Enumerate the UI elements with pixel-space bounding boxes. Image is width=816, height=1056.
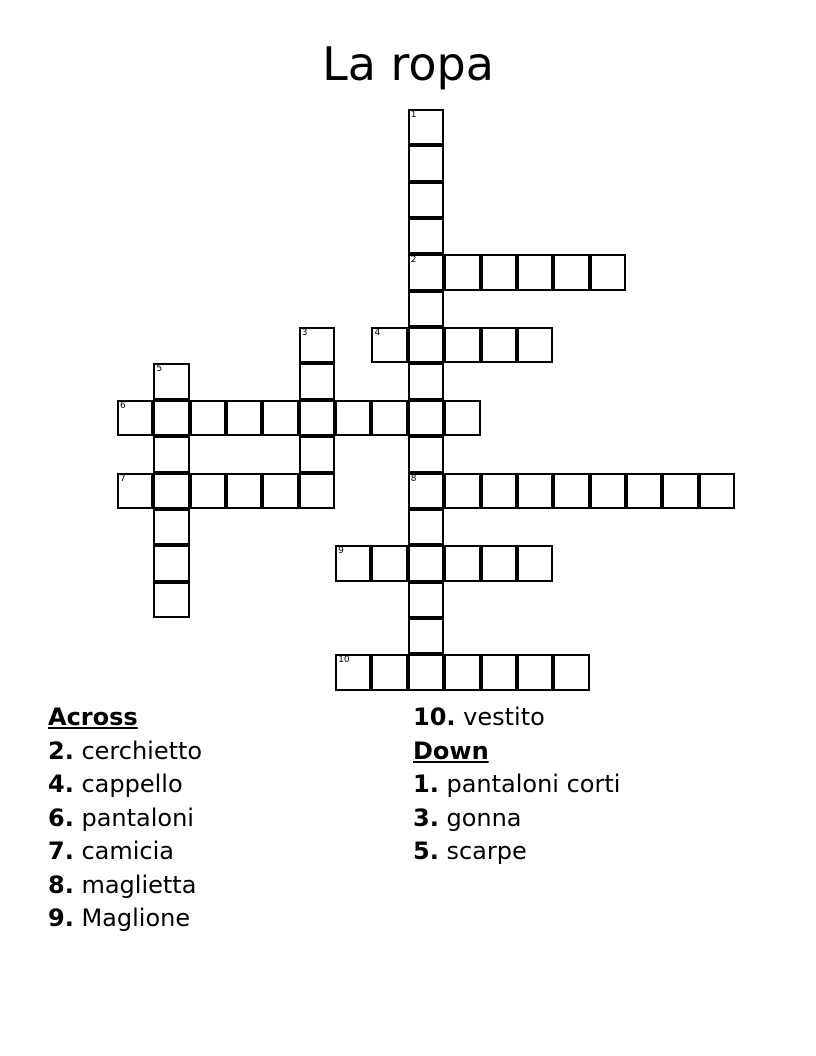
grid-cell[interactable] <box>408 654 444 690</box>
clue-across-6: 6. pantaloni <box>48 803 194 832</box>
grid-cell[interactable] <box>590 473 626 509</box>
cell-number: 5 <box>156 364 163 375</box>
grid-cell[interactable] <box>408 218 444 254</box>
grid-cell[interactable] <box>262 400 298 436</box>
grid-cell[interactable] <box>153 509 189 545</box>
grid-cell[interactable] <box>408 145 444 181</box>
grid-cell[interactable] <box>553 473 589 509</box>
page-title: La ropa <box>322 37 494 91</box>
grid-cell[interactable] <box>408 291 444 327</box>
grid-cell[interactable] <box>262 473 298 509</box>
clue-down-5: 5. scarpe <box>413 837 527 865</box>
grid-cell[interactable] <box>153 363 189 399</box>
grid-cell[interactable] <box>299 436 335 472</box>
clue-across-8: 8. maglietta <box>48 870 197 899</box>
grid-cell[interactable] <box>408 582 444 618</box>
cell-number: 2 <box>410 255 417 266</box>
grid-cell[interactable] <box>517 654 553 690</box>
grid-cell[interactable] <box>444 654 480 690</box>
grid-cell[interactable] <box>553 654 589 690</box>
down-heading: Down <box>413 736 489 765</box>
grid-cell[interactable] <box>517 473 553 509</box>
grid-cell[interactable] <box>299 473 335 509</box>
grid-cell[interactable] <box>335 545 371 581</box>
grid-cell[interactable] <box>153 473 189 509</box>
grid-cell[interactable] <box>371 400 407 436</box>
grid-cell[interactable] <box>153 400 189 436</box>
clue-down-3: 3. gonna <box>413 803 522 832</box>
grid-cell[interactable] <box>481 545 517 581</box>
clue-across-10: 10. vestito <box>413 703 545 731</box>
clue-across-4: 4. cappello <box>48 770 183 798</box>
cell-number: 3 <box>301 328 308 339</box>
grid-cell[interactable] <box>553 254 589 290</box>
grid-cell[interactable] <box>190 400 226 436</box>
grid-cell[interactable] <box>626 473 662 509</box>
grid-cell[interactable] <box>408 473 444 509</box>
grid-cell[interactable] <box>481 327 517 363</box>
grid-cell[interactable] <box>444 400 480 436</box>
clue-across-9: 9. Maglione <box>48 904 191 932</box>
grid-cell[interactable] <box>335 654 371 690</box>
clue-across-2: 2. cerchietto <box>48 736 203 765</box>
grid-cell[interactable] <box>662 473 698 509</box>
grid-cell[interactable] <box>408 327 444 363</box>
grid-cell[interactable] <box>481 254 517 290</box>
grid-cell[interactable] <box>299 327 335 363</box>
grid-cell[interactable] <box>226 473 262 509</box>
cell-number: 4 <box>374 328 381 339</box>
grid-cell[interactable] <box>299 400 335 436</box>
grid-cell[interactable] <box>444 327 480 363</box>
grid-cell[interactable] <box>481 473 517 509</box>
clue-across-7: 7. camicia <box>48 837 174 865</box>
grid-cell[interactable] <box>408 400 444 436</box>
grid-cell[interactable] <box>444 545 480 581</box>
grid-cell[interactable] <box>408 109 444 145</box>
grid-cell[interactable] <box>226 400 262 436</box>
grid-cell[interactable] <box>699 473 735 509</box>
grid-cell[interactable] <box>371 654 407 690</box>
cell-number: 1 <box>410 110 417 120</box>
grid-cell[interactable] <box>408 363 444 399</box>
grid-cell[interactable] <box>335 400 371 436</box>
grid-cell[interactable] <box>408 182 444 218</box>
grid-cell[interactable] <box>117 400 153 436</box>
grid-cell[interactable] <box>153 436 189 472</box>
cell-number: 8 <box>410 473 417 484</box>
grid-cell[interactable] <box>408 509 444 545</box>
cell-number: 9 <box>338 546 344 557</box>
cell-number: 10 <box>338 655 350 666</box>
grid-cell[interactable] <box>517 254 553 290</box>
grid-cell[interactable] <box>371 327 407 363</box>
grid-cell[interactable] <box>517 545 553 581</box>
grid-cell[interactable] <box>590 254 626 290</box>
grid-cell[interactable] <box>408 254 444 290</box>
cell-number: 7 <box>120 473 126 484</box>
clues-right-column <box>413 701 620 869</box>
grid-cell[interactable] <box>371 545 407 581</box>
grid-cell[interactable] <box>408 618 444 654</box>
grid-cell[interactable] <box>517 327 553 363</box>
grid-cell[interactable] <box>153 545 189 581</box>
grid-cell[interactable] <box>117 473 153 509</box>
grid-cell[interactable] <box>190 473 226 509</box>
grid-cell[interactable] <box>408 545 444 581</box>
grid-cell[interactable] <box>408 436 444 472</box>
grid-cell[interactable] <box>299 363 335 399</box>
grid-cell[interactable] <box>444 254 480 290</box>
cell-number: 6 <box>120 400 126 411</box>
grid-cell[interactable] <box>153 582 189 618</box>
grid-cell[interactable] <box>481 654 517 690</box>
across-heading: Across <box>48 703 138 731</box>
clue-down-1: 1. pantaloni corti <box>413 770 621 798</box>
clues-left-column <box>48 701 202 936</box>
grid-cell[interactable] <box>444 473 480 509</box>
